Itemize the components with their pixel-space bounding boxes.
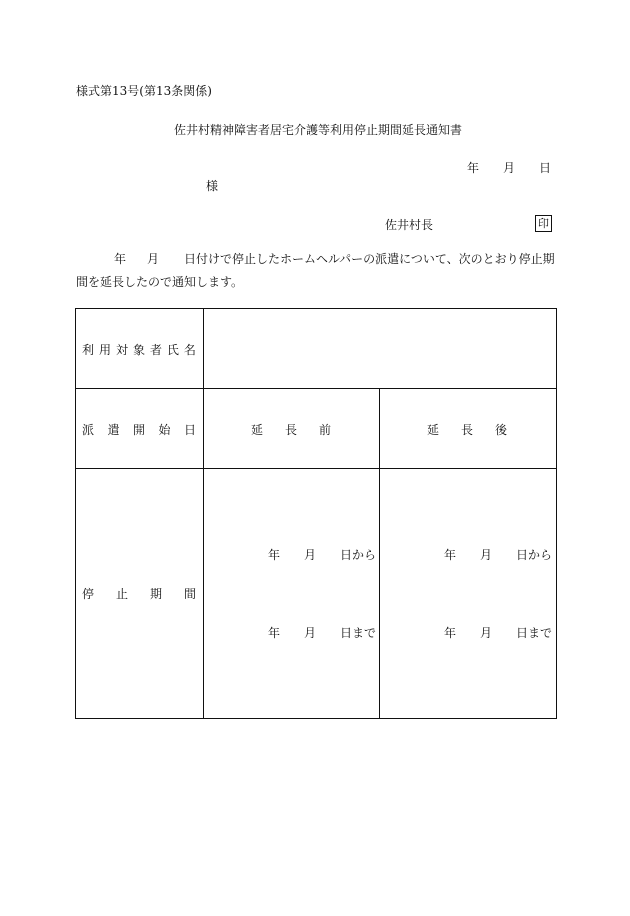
after-to-year: 年 [444, 626, 457, 640]
dispatch-start-date-label [82, 423, 196, 437]
header-char: 長 [284, 423, 297, 437]
header-char: 長 [460, 423, 473, 437]
label-char: 象 [132, 343, 145, 357]
table-border-right [556, 308, 557, 719]
label-char: 用 [98, 343, 111, 357]
before-to-month: 月 [304, 626, 317, 640]
after-to-day: 日まで [516, 626, 553, 640]
seal-mark: 印 [535, 215, 552, 232]
suspension-period-label [82, 587, 196, 601]
before-from-year: 年 [268, 548, 281, 562]
label-char: 日 [183, 423, 196, 437]
before-to-day: 日まで [340, 626, 377, 640]
table-row-divider [75, 388, 557, 389]
header-char: 延 [427, 423, 440, 437]
header-char: 延 [251, 423, 264, 437]
body-year-label: 年 [114, 252, 127, 266]
body-text-line1: 日付けで停止したホームヘルパーの派遣について、次のとおり停止期 [184, 252, 555, 266]
document-title: 佐井村精神障害者居宅介護等利用停止期間延長通知書 [174, 123, 463, 137]
date-day-label: 日 [539, 161, 552, 175]
label-char: 利 [82, 343, 95, 357]
before-from-day: 日から [340, 548, 377, 562]
table-border-top [75, 308, 557, 309]
after-to-month: 月 [480, 626, 493, 640]
date-year-label: 年 [467, 161, 480, 175]
label-char: 氏 [166, 343, 179, 357]
before-extension-header [251, 423, 331, 437]
table-border-left [75, 308, 76, 719]
after-extension-header [427, 423, 507, 437]
label-char: 始 [158, 423, 171, 437]
label-char: 間 [183, 587, 196, 601]
label-char: 開 [132, 423, 145, 437]
label-char: 止 [115, 587, 128, 601]
recipient-name-label [82, 343, 196, 357]
label-char: 期 [149, 587, 162, 601]
table-border-bottom [75, 718, 557, 719]
label-char: 者 [149, 343, 162, 357]
form-number: 様式第13号(第13条関係) [76, 84, 212, 98]
label-char: 対 [115, 343, 128, 357]
before-from-month: 月 [304, 548, 317, 562]
table-row-divider [75, 468, 557, 469]
date-month-label: 月 [503, 161, 516, 175]
table-column-divider [379, 388, 380, 719]
body-text-line2: 間を延長したので通知します。 [76, 275, 244, 289]
table-column-divider [203, 308, 204, 719]
sender-title: 佐井村長 [385, 218, 434, 232]
addressee-suffix: 様 [206, 179, 219, 193]
after-from-month: 月 [480, 548, 493, 562]
label-char: 停 [82, 587, 95, 601]
body-month-label: 月 [147, 252, 160, 266]
after-from-year: 年 [444, 548, 457, 562]
header-char: 後 [494, 423, 507, 437]
before-to-year: 年 [268, 626, 281, 640]
label-char: 遣 [107, 423, 120, 437]
label-char: 派 [82, 423, 95, 437]
label-char: 名 [183, 343, 196, 357]
after-from-day: 日から [516, 548, 553, 562]
header-char: 前 [318, 423, 331, 437]
